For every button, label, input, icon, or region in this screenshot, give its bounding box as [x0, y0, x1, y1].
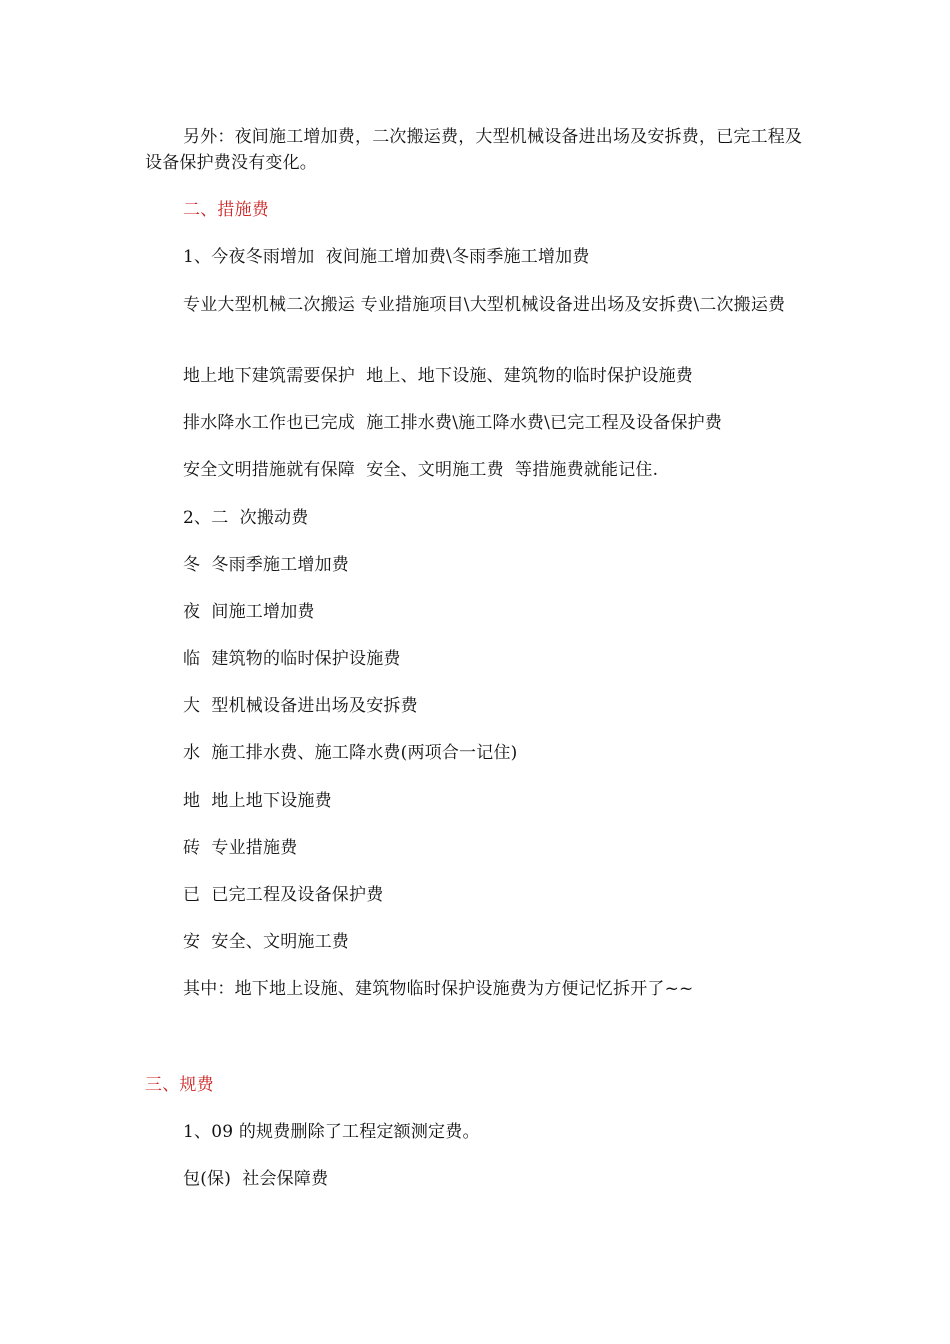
mnemonic-list-item: 地 地上地下设施费 — [183, 791, 332, 811]
mnemonic-list-item: 已 已完工程及设备保护费 — [183, 885, 384, 905]
mnemonic-list-item: 砖 专业措施费 — [183, 838, 298, 858]
mnemonic-list-item: 夜 间施工增加费 — [183, 602, 315, 622]
measures-mnemonic-line-4: 排水降水工作也已完成 施工排水费\施工降水费\已完工程及设备保护费 — [183, 413, 723, 433]
measures-item-2: 2、二 次搬动费 — [183, 508, 309, 528]
measures-mnemonic-line-2: 专业大型机械二次搬运 专业措施项目\大型机械设备进出场及安拆费\二次搬运费 — [183, 295, 786, 315]
measures-item-1: 1、今夜冬雨增加 夜间施工增加费\冬雨季施工增加费 — [183, 247, 590, 267]
measures-note: 其中：地下地上设施、建筑物临时保护设施费为方便记忆拆开了~~ — [183, 979, 694, 999]
fees-item-1: 1、09 的规费删除了工程定额测定费。 — [183, 1122, 480, 1142]
measures-mnemonic-line-3: 地上地下建筑需要保护 地上、地下设施、建筑物的临时保护设施费 — [183, 366, 694, 386]
fees-item-2: 包(保) 社会保障费 — [183, 1169, 329, 1189]
mnemonic-list-item: 临 建筑物的临时保护设施费 — [183, 649, 401, 669]
section-heading-measures: 二、措施费 — [183, 200, 269, 220]
section-heading-fees: 三、规费 — [145, 1075, 214, 1095]
mnemonic-list-item: 水 施工排水费、施工降水费(两项合一记住) — [183, 743, 518, 763]
measures-mnemonic-line-5: 安全文明措施就有保障 安全、文明施工费 等措施费就能记住. — [183, 460, 659, 480]
mnemonic-list-item: 冬 冬雨季施工增加费 — [183, 555, 350, 575]
intro-paragraph: 另外：夜间施工增加费，二次搬运费，大型机械设备进出场及安拆费，已完工程及设备保护费没有变化。 — [145, 127, 803, 173]
mnemonic-list-item: 安 安全、文明施工费 — [183, 932, 350, 952]
mnemonic-list-item: 大 型机械设备进出场及安拆费 — [183, 696, 418, 716]
